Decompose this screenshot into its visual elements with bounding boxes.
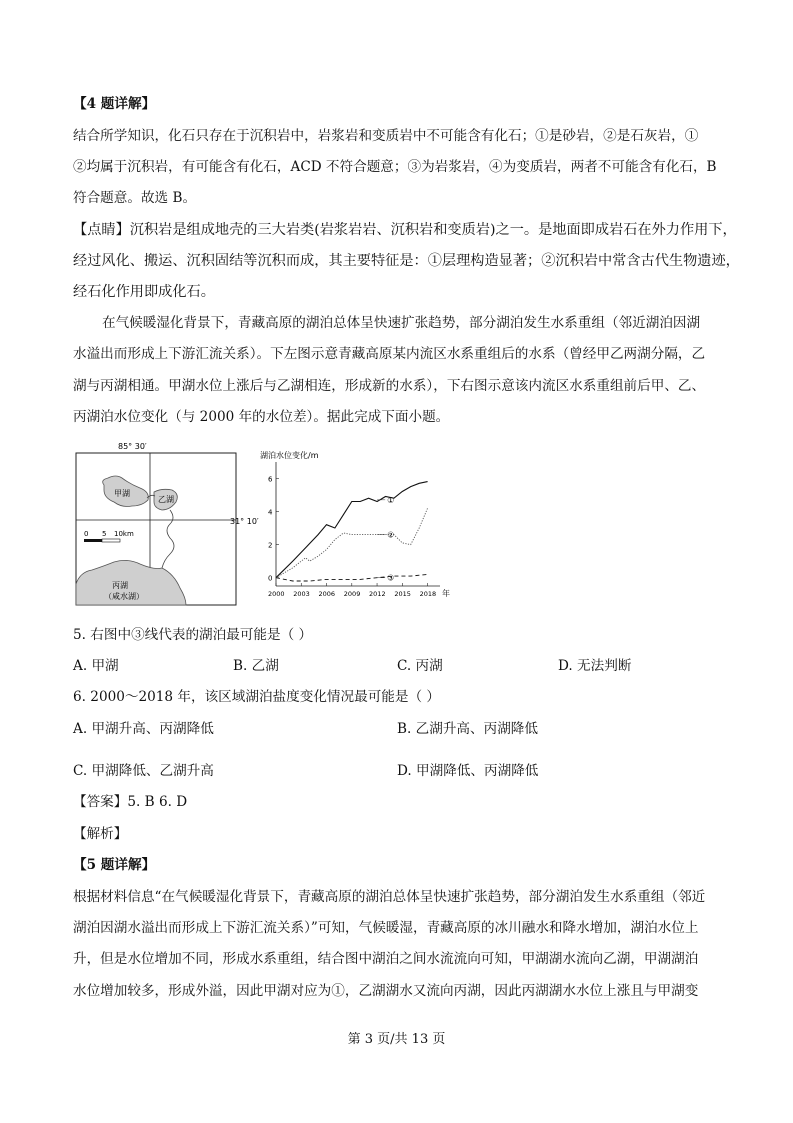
map-lon-label: 85° 30′ xyxy=(118,442,147,451)
chart-series-label-3: ③ xyxy=(387,573,395,583)
chart-y-tick-label: 6 xyxy=(268,475,273,484)
q6-option-c: C. 甲湖降低、乙湖升高 xyxy=(73,763,214,779)
chart-x-tick-label: 2003 xyxy=(293,590,310,598)
chart-x-tick-label: 2018 xyxy=(419,590,437,598)
q5-detail-line-3: 升，但是水位增加不同，形成水系重组，结合图中湖泊之间水流流向可知，甲湖湖水流向乙湖，甲湖湖泊 xyxy=(73,951,699,967)
q6-option-b: B. 乙湖升高、丙湖降低 xyxy=(397,721,538,737)
q4-line-1: 结合所学知识，化石只存在于沉积岩中，岩浆岩和变质岩中不可能含有化石；①是砂岩，②是石灰岩，① xyxy=(73,128,699,144)
q5-detail-line-2: 湖泊因湖水溢出而形成上下游汇流关系）”可知，气候暖湿，青藏高原的冰川融水和降水增加，湖泊水位上 xyxy=(73,920,699,936)
chart-y-tick-label: 2 xyxy=(268,541,273,550)
answer-line: 【答案】5. B 6. D xyxy=(73,794,188,810)
lake-yi-label: 乙湖 xyxy=(158,495,174,504)
analysis-heading: 【解析】 xyxy=(73,826,128,842)
chart-x-tick-label: 2012 xyxy=(369,590,386,598)
page-footer: 第 3 页/共 13 页 xyxy=(347,1032,446,1047)
q5-option-c: C. 丙湖 xyxy=(397,658,443,674)
q4-line-3: 符合题意。故选 B。 xyxy=(73,190,197,206)
q5-detail-line-1: 根据材料信息“在气候暖湿化背景下，青藏高原的湖泊总体呈快速扩张趋势，部分湖泊发生水系重组（邻近 xyxy=(73,889,706,905)
chart-x-tick-label: 2015 xyxy=(394,590,411,598)
tip-line-2: 经过风化、搬运、沉积固结等沉积而成，其主要特征是：①层理构造显著；②沉积岩中常含古代生物遗迹， xyxy=(73,253,740,269)
material-line-4: 丙湖泊水位变化（与 2000 年的水位差）。据此完成下面小题。 xyxy=(73,409,450,425)
tip-line-1: 【点睛】沉积岩是组成地壳的三大岩类(岩浆岩岩、沉积岩和变质岩)之一。是地面即成岩石在外力作用下， xyxy=(73,222,737,238)
scale-5: 5 xyxy=(102,530,107,538)
q5-stem: 5. 右图中③线代表的湖泊最可能是（ ） xyxy=(73,627,313,643)
lake-system-map xyxy=(70,438,259,610)
lake-jia-label: 甲湖 xyxy=(114,489,130,498)
scale-bar-dark xyxy=(84,539,102,542)
q5-detail-line-4: 水位增加较多，形成外溢，因此甲湖对应为①，乙湖湖水又流向丙湖，因此丙湖湖水水位上涨且与甲湖变 xyxy=(73,983,699,999)
chart-series-label-2: ② xyxy=(387,530,395,540)
chart-series-label-1: ① xyxy=(387,495,395,505)
chart-xlabel: 年 xyxy=(442,589,450,598)
q5-detail-heading: 【5 题详解】 xyxy=(73,857,156,873)
scale-bar-light xyxy=(102,539,120,542)
q5-option-d: D. 无法判断 xyxy=(558,658,632,674)
chart-title: 湖泊水位变化/m xyxy=(260,451,319,460)
chart-x-tick-label: 2006 xyxy=(318,590,336,598)
map-lat-label: 31° 10′ xyxy=(230,517,259,526)
q5-option-b: B. 乙湖 xyxy=(233,658,279,674)
chart-y-tick-label: 4 xyxy=(268,508,273,517)
chart-x-tick-label: 2009 xyxy=(343,590,361,598)
q4-heading: 【4 题详解】 xyxy=(73,96,156,112)
material-line-3: 湖与丙湖相通。甲湖水位上涨后与乙湖相连，形成新的水系），下右图示意该内流区水系重组前后甲、乙、 xyxy=(73,378,706,394)
chart-series-line-2 xyxy=(276,508,428,578)
q5-option-a: A. 甲湖 xyxy=(73,658,119,674)
material-line-1: 在气候暖湿化背景下，青藏高原的湖泊总体呈快速扩张趋势，部分湖泊发生水系重组（邻近湖泊因湖 xyxy=(102,315,701,331)
lake-level-chart xyxy=(258,446,458,606)
scale-10: 10km xyxy=(114,530,134,538)
material-line-2: 水溢出而形成上下游汇流关系）。下左图示意青藏高原某内流区水系重组后的水系（曾经甲乙两湖分隔，乙 xyxy=(73,346,706,362)
chart-series-line-3 xyxy=(276,574,428,581)
lake-bing-note: （咸水湖） xyxy=(104,592,144,601)
q6-stem: 6. 2000～2018 年，该区域湖泊盐度变化情况最可能是（ ） xyxy=(73,689,440,705)
q4-line-2: ②均属于沉积岩，有可能含有化石，ACD 不符合题意；③为岩浆岩，④为变质岩，两者不可能含有化石，B xyxy=(73,159,717,175)
q6-option-a: A. 甲湖升高、丙湖降低 xyxy=(73,721,214,737)
lake-bing-label: 丙湖 xyxy=(112,581,128,590)
tip-line-3: 经石化作用即成化石。 xyxy=(73,284,215,300)
scale-0: 0 xyxy=(84,530,89,538)
q6-option-d: D. 甲湖降低、丙湖降低 xyxy=(397,763,539,779)
chart-y-tick-label: 0 xyxy=(268,574,273,583)
chart-x-tick-label: 2000 xyxy=(268,590,285,598)
